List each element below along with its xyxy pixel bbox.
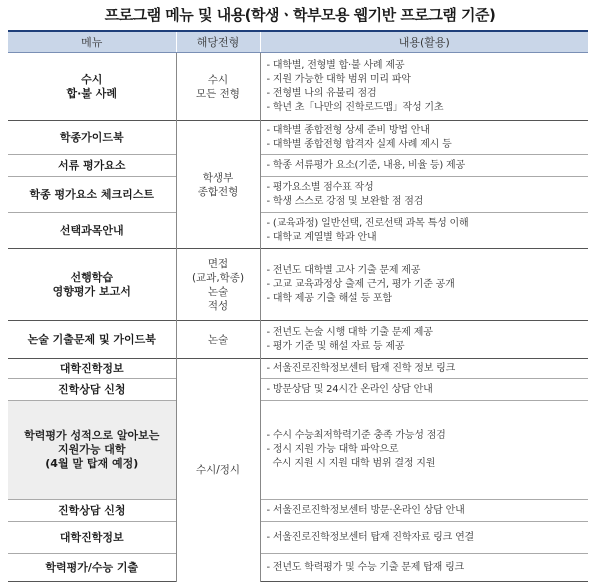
menu-cell: 학력평가/수능 기출 [8,554,176,582]
table-row [8,359,588,379]
table-row [8,379,588,401]
content-cell: - 수시 수능최저학력기준 충족 가능성 점검 - 정시 지원 가능 대학 파악으로 수시 지원 시 지원 대학 범위 결정 지원 [260,401,588,500]
menu-cell: 서류 평가요소 [8,155,176,177]
content-cell: - 전년도 학력평가 및 수능 기출 문제 탑재 링크 [260,554,588,582]
type-cell: 면접 (교과,학종) 논술 적성 [176,249,260,321]
content-cell: - 서울진로진학정보센터 방문·온라인 상담 안내 [260,500,588,522]
content-cell: - 대학별 종합전형 상세 준비 방법 안내 - 대학별 종합전형 합격자 실제 사례 제시 등 [260,121,588,155]
content-cell: - 서울진로진학정보센터 탑재 진학 정보 링크 [260,359,588,379]
menu-cell: 진학상담 신청 [8,379,176,401]
type-cell: 수시/정시 [176,359,260,582]
type-cell: 수시 모든 전형 [176,53,260,121]
content-cell: - 대학별, 전형별 합·불 사례 제공 - 지원 가능한 대학 범위 미리 파악 - 전형별 나의 유불리 점검 - 학년 초「나만의 진학로드맵」작성 기초 [266,59,444,113]
menu-cell: 논술 기출문제 및 가이드북 [8,321,176,359]
table-header-row [8,31,588,53]
menu-cell: 대학진학정보 [8,522,176,554]
header-content: 내용(활용) [260,31,588,53]
table-row [8,121,588,155]
page-title: 프로그램 메뉴 및 내용(학생ㆍ학부모용 웹기반 프로그램 기준) [104,6,496,24]
content-cell: - 서울진로진학정보센터 탑재 진학자료 링크 연결 [260,522,588,554]
table-row [8,155,588,177]
content-cell: - 평가요소별 점수표 작성 - 학생 스스로 강점 및 보완할 점 점검 [260,177,588,213]
type-cell: 논술 [176,321,260,359]
table-row [8,213,588,249]
menu-cell: 선행학습 영향평가 보고서 [8,249,176,321]
table-row [8,249,588,321]
menu-cell: 학력평가 성적으로 알아보는 지원가능 대학 (4월 말 탑재 예정) [8,401,176,500]
content-cell: - 전년도 논술 시행 대학 기출 문제 제공 - 평가 기준 및 해설 자료 등 제공 [260,321,588,359]
table-row [8,177,588,213]
menu-cell: 진학상담 신청 [8,500,176,522]
table-row [8,554,588,582]
content-cell: - 학종 서류평가 요소(기준, 내용, 비율 등) 제공 [260,155,588,177]
table-row [8,321,588,359]
table-row [8,53,588,121]
content-cell: - 방문상담 및 24시간 온라인 상담 안내 [260,379,588,401]
table-row [8,401,588,500]
table-row [8,522,588,554]
header-type: 해당전형 [176,31,260,53]
type-cell: 학생부 종합전형 [176,121,260,249]
header-menu: 메뉴 [8,31,176,53]
menu-cell: 수시 합·불 사례 [66,72,117,100]
menu-cell: 대학진학정보 [8,359,176,379]
menu-cell: 선택과목안내 [8,213,176,249]
content-cell: - (교육과정) 일반선택, 진로선택 과목 특성 이해 - 대학교 계열별 학과 안내 [260,213,588,249]
menu-cell: 학종 평가요소 체크리스트 [8,177,176,213]
content-cell: - 전년도 대학별 고사 기출 문제 제공 - 고교 교육과정상 출제 근거, 평가 기준 공개 - 대학 제공 기출 해설 등 포함 [260,249,588,321]
menu-cell: 학종가이드북 [8,121,176,155]
table-row [8,500,588,522]
program-menu-table [8,30,588,582]
